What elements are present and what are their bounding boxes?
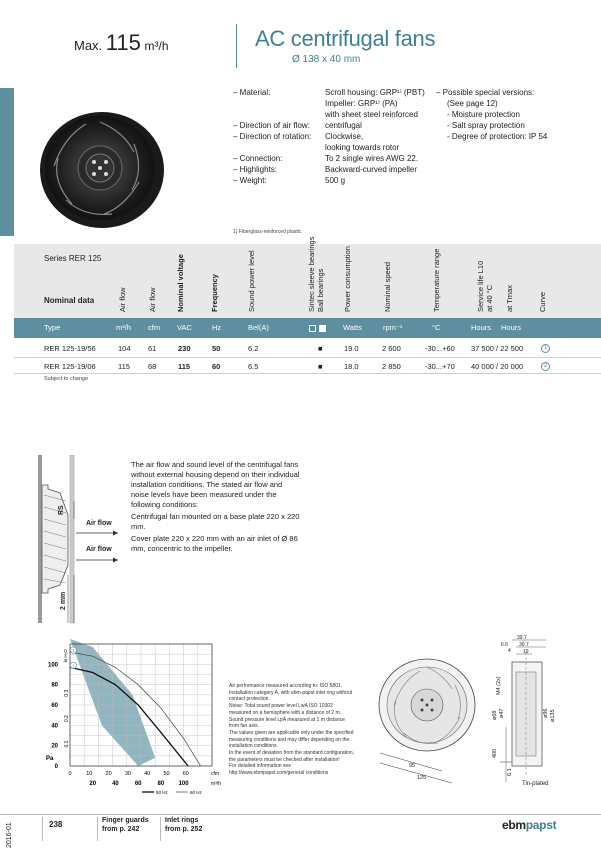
measurement-notes	[229, 683, 384, 777]
max-airflow: Max. 115 m³/h	[74, 30, 169, 55]
unit-hours-1: Hours	[471, 323, 492, 332]
row1-hours: 37 500 / 22 500	[471, 344, 524, 353]
dim-95: 95	[409, 763, 416, 769]
note-line: the parameters must be checked after installation!	[229, 756, 340, 763]
unit-hz: Hz	[212, 323, 222, 332]
row2-watts: 18.0	[344, 362, 359, 371]
nominal-data-label: Nominal data	[44, 296, 95, 305]
note-line: contact protection.	[229, 696, 270, 703]
legend-label-60hz: 60 Hz	[190, 790, 202, 795]
special-versions-title: – Possible special versions:	[436, 88, 535, 97]
dim-30: 30.7	[519, 642, 529, 648]
y-label-pa: Pa	[46, 755, 54, 762]
row-divider	[14, 357, 601, 358]
unit-bel: Bel(A)	[248, 323, 269, 332]
airflow-label-2: Air flow	[86, 546, 112, 553]
dim-47: ø47	[499, 708, 505, 718]
x-label-cfm: cfm	[211, 771, 220, 777]
col-header-at40: at 40 °C	[485, 284, 494, 312]
col-header-voltage: Nominal voltage	[176, 254, 185, 312]
row2-cfm: 68	[148, 362, 157, 371]
row2-curve: 2	[541, 360, 550, 371]
row2-vac: 115	[178, 362, 191, 371]
inlet-rings-link[interactable]: Inlet rings from p. 252	[165, 817, 203, 833]
dim-135: ø135	[550, 709, 556, 722]
note-line: from fan axis.	[229, 723, 260, 730]
spec-footnote: 1) Fiberglass-reinforced plastic	[233, 229, 302, 235]
y-tick-pa: 20	[51, 743, 58, 750]
spec-airflow-value: centrifugal	[325, 121, 362, 130]
note-line: For detailed information see	[229, 763, 291, 770]
col-header-attmax: at Tmax	[505, 285, 514, 312]
unit-cfm: cfm	[148, 323, 161, 332]
unit-m3h: m³/h	[116, 323, 131, 332]
special-version-1: - Moisture protection	[447, 110, 520, 119]
dim-2mm: 2 mm	[60, 591, 67, 610]
description-p3: Cover plate 220 x 220 mm with an air inlet of Ø 86 mm, concentric to the impeller.	[131, 534, 298, 553]
note-line: Sound pressure level LpA measured at 1 m distance	[229, 716, 345, 723]
note-line: Air performance measured according to: ISO 5801.	[229, 683, 343, 689]
series-name: Series RER 125	[44, 254, 102, 263]
row1-type: RER 125-19/56	[44, 344, 96, 353]
finger-guards-link[interactable]: Finger guards from p. 242	[102, 817, 149, 833]
page-subtitle: Ø 138 x 40 mm	[292, 54, 361, 65]
curve-marker-label: 1	[72, 663, 75, 669]
x-tick-cfm: 0	[68, 771, 72, 777]
unit-celsius: °C	[432, 323, 441, 332]
row-divider	[14, 373, 601, 374]
dim-68: ø68	[492, 710, 498, 720]
installation-description	[131, 460, 301, 556]
subject-to-change: Subject to change	[44, 376, 89, 382]
ball-bearing-symbol	[319, 325, 326, 332]
publication-date: 2016-01	[6, 822, 13, 848]
spec-airflow-label: – Direction of air flow:	[233, 121, 310, 130]
dim-400: 400	[492, 748, 498, 758]
row1-temp: -30...+60	[425, 344, 455, 353]
unit-hours-2: Hours	[501, 323, 522, 332]
col-header-speed: Nominal speed	[383, 261, 392, 312]
footer-separator	[97, 817, 98, 841]
row2-type: RER 125-19/06	[44, 362, 96, 371]
y-tick-pa: 100	[47, 662, 58, 669]
x-tick-cfm: 30	[124, 771, 131, 777]
row2-bel: 6.5	[248, 362, 259, 371]
dim-4: 4	[508, 648, 511, 654]
y-tick-pa: 80	[51, 682, 58, 689]
page-number: 238	[49, 820, 63, 829]
ebmpapst-logo: ebmpapst	[502, 818, 557, 832]
note-line: http://www.ebmpapst.com/general conditions	[229, 770, 329, 777]
col-header-service-life: Service life L10	[476, 260, 485, 312]
spec-highlights-value: Backward-curved impeller	[325, 165, 418, 174]
dim-96: ø96	[543, 708, 549, 718]
row1-hz: 50	[212, 344, 221, 353]
airflow-label-1: Air flow	[86, 520, 112, 527]
row1-watts: 19.0	[344, 344, 359, 353]
row1-rpm: 2 600	[382, 344, 401, 353]
x-tick-m3h: 20	[89, 781, 97, 787]
row2-hz: 60	[212, 362, 221, 371]
y-tick-pa: 40	[51, 723, 58, 730]
description-p1: The air flow and sound level of the centrifugal fans without external housing depend on their individual installation conditions. The stated air flow and noise levels have been measured under the following conditions:	[131, 460, 300, 509]
special-version-3: - Degree of protection: IP 54	[447, 132, 548, 141]
row1-m3h: 104	[118, 344, 131, 353]
x-tick-m3h: 60	[134, 781, 142, 787]
installation-diagram	[30, 455, 125, 625]
row1-bel: 6.2	[248, 344, 259, 353]
y-tick-inh2o: 0.3	[64, 689, 70, 697]
note-line: measured on a hemisphere with a distance of 2 m.	[229, 709, 342, 716]
col-header-airflow-cfm: Air flow	[148, 287, 157, 312]
y-tick-inh2o: 0.2	[64, 715, 70, 723]
description-p2: Centrifugal fan mounted on a base plate 220 x 220 mm.	[131, 512, 300, 531]
y-tick-pa: 60	[51, 703, 58, 709]
row1-vac: 230	[178, 344, 191, 353]
dim-m4: M4 (2x)	[496, 676, 502, 695]
dim-125: 125	[417, 775, 427, 781]
unit-rpm: rpm⁻¹	[383, 323, 403, 332]
row1-curve: 1	[541, 342, 550, 353]
col-header-sintec: Sintec sleeve bearings	[307, 236, 316, 312]
spec-rotation-2: looking towards rotor	[325, 143, 400, 152]
row2-rpm: 2 850	[382, 362, 401, 371]
row2-hours: 40 000 / 20 000	[471, 362, 524, 371]
max-airflow-value: 115	[105, 30, 141, 55]
footer-line	[0, 814, 601, 815]
footer-separator	[160, 817, 161, 841]
page-title: AC centrifugal fans	[255, 26, 436, 51]
spec-material-label: – Material:	[233, 88, 271, 97]
note-line: measuring conditions and may differ depending on the	[229, 736, 350, 743]
x-tick-m3h: 80	[157, 781, 165, 787]
col-header-frequency: Frequency	[210, 274, 219, 312]
y-tick-pa: 0	[54, 764, 58, 770]
col-header-power: Power consumption	[343, 246, 352, 312]
spec-weight-value: 500 g	[325, 176, 346, 185]
spec-connection-label: – Connection:	[233, 154, 283, 163]
dim-rs: RS	[58, 505, 65, 515]
x-label-m3h: m³/h	[211, 781, 221, 787]
fan-3d-drawing	[372, 645, 482, 785]
special-versions-ref: (See page 12)	[447, 99, 498, 108]
col-header-ball: Ball bearings	[316, 268, 325, 312]
spec-material-3: with sheet steel reinforced	[325, 110, 418, 119]
note-line: installation conditions.	[229, 743, 278, 750]
unit-watts: Watts	[343, 323, 362, 332]
row1-cfm: 61	[148, 344, 157, 353]
dim-39: 39.7	[517, 635, 527, 641]
x-tick-m3h: 100	[178, 781, 189, 787]
unit-vac: VAC	[177, 323, 192, 332]
row2-bearing: ■	[318, 362, 323, 371]
legend-label-50hz: 50 Hz	[156, 790, 168, 795]
performance-chart	[30, 632, 230, 802]
y-label-inh2o: in H₂O	[63, 649, 68, 663]
dim-19: 19	[523, 649, 529, 655]
x-tick-m3h: 40	[112, 781, 119, 787]
x-tick-cfm: 60	[182, 771, 189, 777]
col-header-airflow-m3h: Air flow	[118, 287, 127, 312]
tin-plated-label: Tin-plated	[522, 781, 549, 787]
row1-bearing: ■	[318, 344, 323, 353]
spec-weight-label: – Weight:	[233, 176, 267, 185]
fan-product-image	[24, 92, 174, 242]
row2-temp: -30...+70	[425, 362, 455, 371]
spec-material-2: Impeller: GRP¹⁾ (PA)	[325, 99, 398, 108]
row2-m3h: 115	[118, 362, 130, 371]
footer-separator	[42, 817, 43, 841]
note-line: Noise: Total sound power level LwA ISO 10302	[229, 703, 333, 710]
dim-6: 6.6	[501, 642, 508, 648]
sintec-symbol	[309, 325, 316, 332]
x-tick-cfm: 20	[105, 771, 112, 777]
spec-rotation-1: Clockwise,	[325, 132, 364, 141]
unit-type: Type	[44, 323, 61, 332]
note-line: The values given are applicable only under the specified	[229, 729, 354, 736]
note-line: In the event of deviation from the standard configuration,	[229, 750, 355, 757]
curve-marker-label: 2	[72, 648, 75, 654]
header-divider	[236, 24, 237, 68]
col-header-sound: Sound power level	[247, 250, 256, 312]
spec-connection-value: To 2 single wires AWG 22.	[325, 154, 419, 163]
spec-material-1: Scroll housing: GRP¹⁾ (PBT)	[325, 88, 425, 97]
spec-highlights-label: – Highlights:	[233, 165, 278, 174]
x-tick-cfm: 40	[144, 771, 151, 777]
x-tick-cfm: 50	[163, 771, 170, 777]
special-version-2: - Salt spray protection	[447, 121, 525, 130]
note-line: Installation category A, with ebm-papst inlet ring without	[229, 689, 353, 696]
dim-6-1: 6.1	[507, 768, 513, 776]
side-color-bar	[0, 88, 14, 236]
y-tick-inh2o: 0.1	[64, 740, 70, 748]
col-header-curve: Curve	[538, 291, 547, 312]
col-header-temp: Temperature range	[432, 248, 441, 312]
spec-rotation-label: – Direction of rotation:	[233, 132, 312, 141]
x-tick-cfm: 10	[86, 771, 93, 777]
